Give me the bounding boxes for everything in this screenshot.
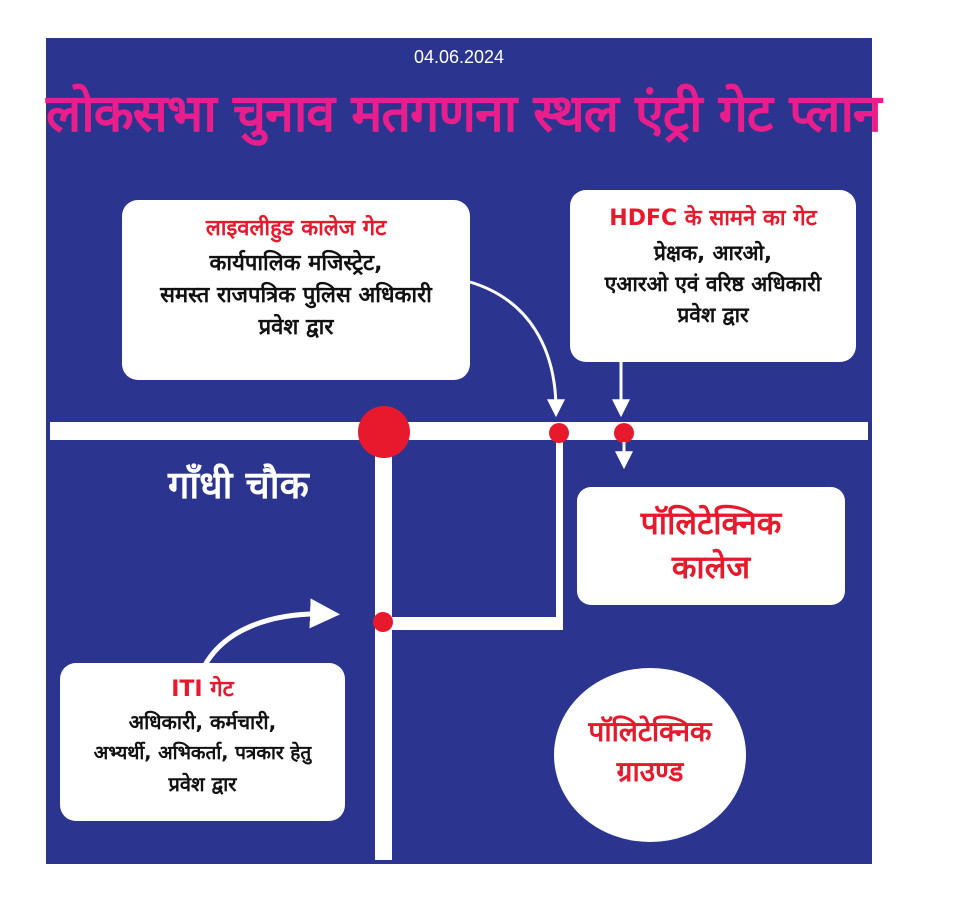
iti-gate-line: अभ्यर्थी, अभिकर्ता, पत्रकार हेतु	[93, 742, 312, 764]
livelihood-gate-name: लाइवलीहुड कालेज गेट	[205, 216, 387, 241]
livelihood-arrow	[470, 282, 556, 410]
livelihood-gate-line: समस्त राजपत्रिक पुलिस अधिकारी	[160, 283, 432, 308]
hdfc-gate-line: एआरओ एवं वरिष्ठ अधिकारी	[604, 272, 822, 296]
iti-arrow	[205, 614, 328, 665]
page-title: लोकसभा चुनाव मतगणना स्थल एंट्री गेट प्लान	[46, 84, 881, 144]
polytechnic-college-box	[577, 487, 845, 605]
polytechnic-ground-circle	[554, 668, 746, 842]
iti-gate-line: प्रवेश द्वार	[168, 772, 237, 796]
college-label-line: पॉलिटेक्निक	[640, 504, 782, 542]
iti-gate-box	[60, 663, 345, 821]
hdfc-gate-line: प्रवेश द्वार	[677, 303, 749, 327]
iti-gate-name: ITI गेट	[171, 677, 234, 702]
hdfc-gate-name: HDFC के सामने का गेट	[609, 206, 817, 231]
ground-label-line: ग्राउण्ड	[616, 755, 684, 788]
livelihood-gate-box	[122, 200, 470, 380]
ground-label-line: पॉलिटेक्निक	[588, 715, 712, 748]
iti-gate-line: अधिकारी, कर्मचारी,	[128, 710, 277, 734]
college-label-line: कालेज	[671, 548, 751, 586]
hdfc-gate-box	[570, 190, 856, 362]
livelihood-gate-line: प्रवेश द्वार	[258, 315, 334, 340]
livelihood-gate-line: कार्यपालिक मजिस्ट्रेट,	[209, 251, 383, 276]
hdfc-gate-line: प्रेक्षक, आरओ,	[654, 241, 772, 265]
gandhi-chowk-label: गाँधी चौक	[168, 463, 309, 507]
date-label: 04.06.2024	[413, 47, 505, 67]
